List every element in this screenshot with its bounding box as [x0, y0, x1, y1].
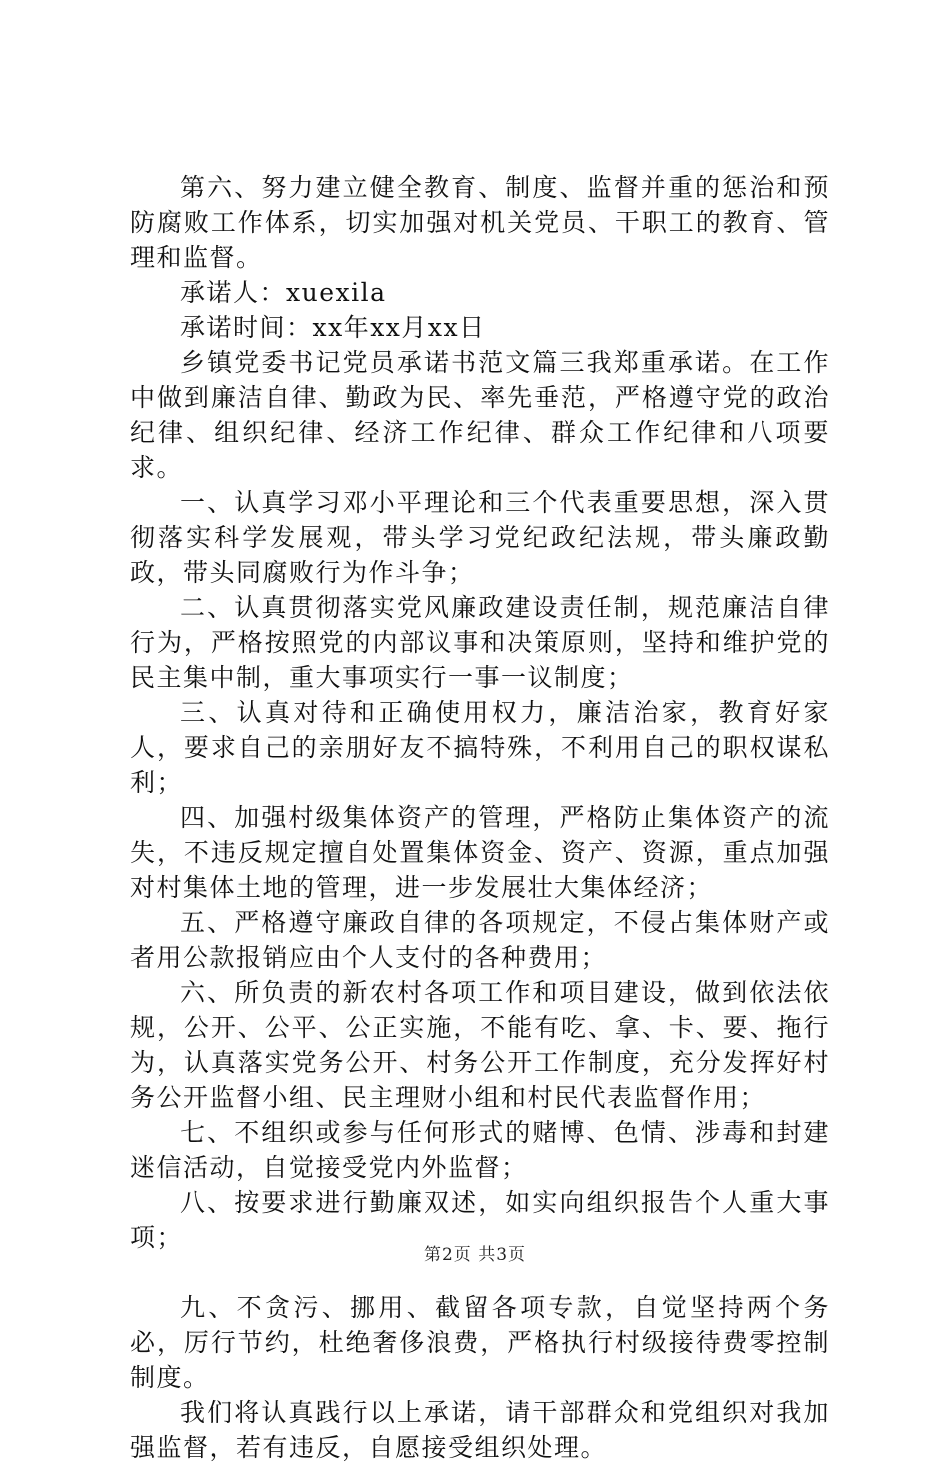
paragraph-closing: 我们将认真践行以上承诺，请干部群众和党组织对我加强监督，若有违反，自愿接受组织处理。	[130, 1398, 830, 1462]
paragraph-item-three: 三、认真对待和正确使用权力，廉洁治家，教育好家人，要求自己的亲朋好友不搞特殊，不利用自己的职权谋私利；	[130, 698, 830, 797]
paragraph-item-two: 二、认真贯彻落实党风廉政建设责任制，规范廉洁自律行为，严格按照党的内部议事和决策原则，坚持和维护党的民主集中制，重大事项实行一事一议制度；	[130, 593, 830, 692]
page-number-footer: 第2页 共3页	[423, 1245, 527, 1265]
paragraph-section-six: 第六、努力建立健全教育、制度、监督并重的惩治和预防腐败工作体系，切实加强对机关党员、干职工的教育、管理和监督。	[130, 173, 830, 272]
paragraph-promise-date: 承诺时间：xx年xx月xx日	[180, 313, 486, 342]
paragraph-item-four: 四、加强村级集体资产的管理，严格防止集体资产的流失，不违反规定擅自处置集体资金、资产、资源，重点加强对村集体土地的管理，进一步发展壮大集体经济；	[130, 803, 830, 902]
paragraph-item-nine: 九、不贪污、挪用、截留各项专款，自觉坚持两个务必，厉行节约，杜绝奢侈浪费，严格执行村级接待费零控制制度。	[130, 1293, 830, 1392]
paragraph-item-eight: 八、按要求进行勤廉双述，如实向组织报告个人重大事项；	[130, 1188, 830, 1252]
document-body	[130, 170, 830, 1465]
paragraph-promiser: 承诺人：xuexila	[180, 278, 387, 307]
paragraph-item-five: 五、严格遵守廉政自律的各项规定，不侵占集体财产或者用公款报销应由个人支付的各种费用；	[130, 908, 830, 972]
paragraph-item-one: 一、认真学习邓小平理论和三个代表重要思想，深入贯彻落实科学发展观，带头学习党纪政纪法规，带头廉政勤政，带头同腐败行为作斗争；	[130, 488, 830, 587]
paragraph-item-seven: 七、不组织或参与任何形式的赌博、色情、涉毒和封建迷信活动，自觉接受党内外监督；	[130, 1118, 830, 1182]
paragraph-item-six: 六、所负责的新农村各项工作和项目建设，做到依法依规，公开、公平、公正实施，不能有吃、拿、卡、要、拖行为，认真落实党务公开、村务公开工作制度，充分发挥好村务公开监督小组、民主理财小组和村民代表监督作用；	[130, 978, 830, 1112]
paragraph-article-three-intro: 乡镇党委书记党员承诺书范文篇三我郑重承诺。在工作中做到廉洁自律、勤政为民、率先垂范，严格遵守党的政治纪律、组织纪律、经济工作纪律、群众工作纪律和八项要求。	[130, 348, 830, 482]
